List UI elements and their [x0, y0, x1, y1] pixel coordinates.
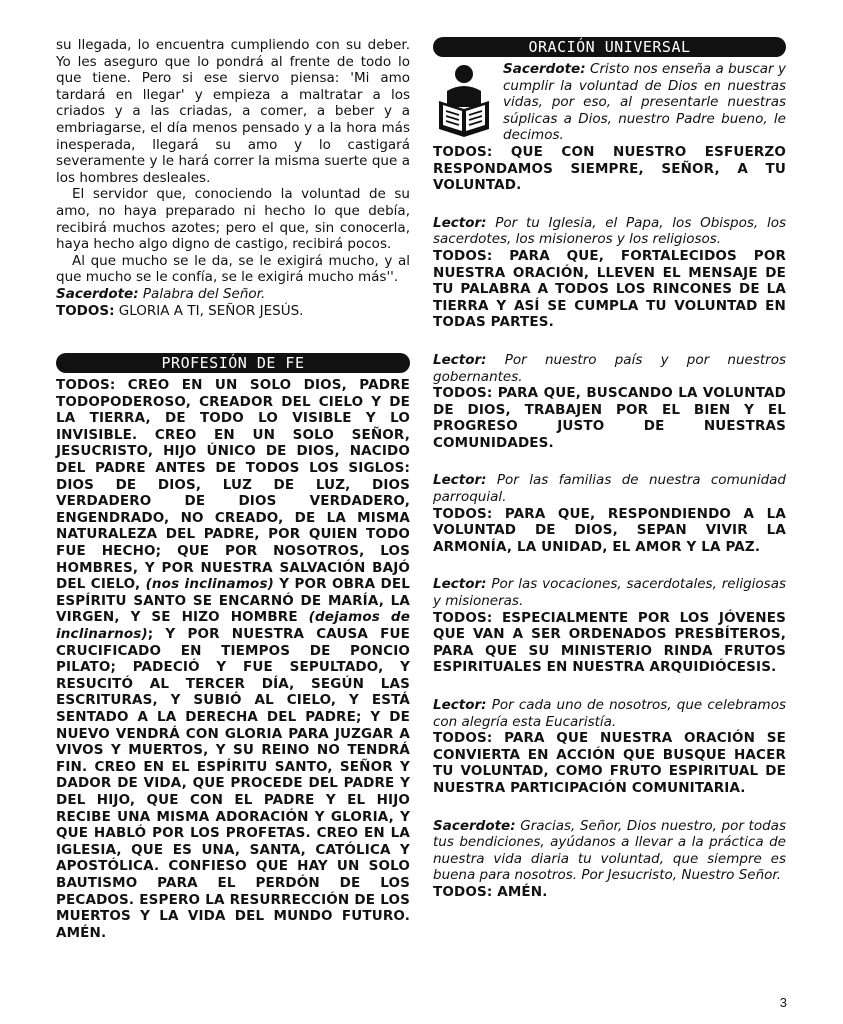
all-text: AMÉN. — [497, 883, 548, 900]
gospel-paragraph: Al que mucho se le da, se le exigirá mucho, y al que mucho se le confía, se le exigirá mucho más''. — [56, 252, 410, 286]
petition-reader — [433, 576, 786, 609]
priest-text: Gracias, Señor, Dios nuestro, por todas tus bendiciones, ayúdanos a llevar a la práctica de nuestra vida diaria tu voluntad, que siempre es buena para nosotros. Por Jesucristo, Nuestro Señor. — [433, 817, 786, 884]
reader-icon — [433, 61, 495, 141]
all-label: TODOS: — [433, 883, 493, 900]
petition-response — [433, 730, 786, 796]
reader-text: Por cada uno de nosotros, que celebramos con alegría esta Eucaristía. — [433, 697, 786, 730]
petition-reader — [433, 472, 786, 505]
prayer-section-title: ORACIÓN UNIVERSAL — [433, 37, 786, 57]
gospel-closing-priest — [56, 286, 410, 303]
all-text: PARA QUE, FORTALECIDOS POR NUESTRA ORACIÓN, LLEVEN EL MENSAJE DE TU PALABRA A TODOS LOS RINCONES DE LA TIERRA Y ASÍ SE CUMPLA TU VOLUNTAD EN TODAS PARTES. — [433, 247, 786, 331]
creed-label: TODOS: — [56, 377, 116, 394]
gospel-closing-all — [56, 303, 410, 320]
all-label: TODOS: — [433, 385, 493, 402]
reader-label: Lector: — [433, 472, 487, 489]
petition-reader — [433, 215, 786, 248]
reader-text: Por las familias de nuestra comunidad parroquial. — [433, 472, 786, 506]
reader-label: Lector: — [433, 576, 487, 593]
prayer-closing — [433, 818, 786, 884]
petition-reader — [433, 352, 786, 385]
all-label: TODOS: — [56, 302, 115, 319]
reader-label: Lector: — [433, 697, 487, 713]
reader-text: Por las vocaciones, sacerdotales, religiosas y misioneras. — [433, 576, 787, 610]
all-label: TODOS: — [433, 505, 493, 522]
reader-label: Lector: — [433, 351, 487, 368]
prayer-response — [433, 144, 786, 194]
priest-label: Sacerdote: — [503, 61, 586, 77]
left-column — [56, 37, 410, 941]
priest-text: Palabra del Señor. — [142, 285, 266, 302]
gospel-paragraph: El servidor que, conociendo la voluntad de su amo, no haya preparado ni hecho lo que debía, recibirá muchos azotes; pero el que, sin conocerla, haya hecho algo digno de castigo, recibirá pocos. — [56, 186, 410, 253]
gospel-paragraph: su llegada, lo encuentra cumpliendo con su deber. Yo les aseguro que lo pondrá al frente de todo lo que tiene. Pero si ese siervo piensa: 'Mi amo tardará en llegar' y empieza a maltratar a los criados y a las criadas, a comer, a beber y a embriagarse, el día menos pensado y a la hora más inesperada, llegará su amo y lo castigará severamente y le hará correr la misma suerte que a los hombres desleales. — [56, 37, 410, 186]
petition-response — [433, 610, 786, 676]
creed-text — [56, 377, 410, 941]
creed-text-part-3: ; Y POR NUESTRA CAUSA FUE CRUCIFICADO EN TIEMPOS DE PONCIO PILATO; PADECIÓ Y FUE SEPULTADO, Y RESUCITÓ AL TERCER DÍA, SEGÚN LAS ESCRITURAS, Y SUBIÓ AL CIELO, Y ESTÁ SENTADO A LA DERECHA DEL PADRE; Y DE NUEVO VENDRÁ CON GLORIA PARA JUZGAR A VIVOS Y MUERTOS, Y SU REINO NO TENDRÁ FIN. CREO EN EL ESPÍRITU SANTO, SEÑOR Y DADOR DE VIDA, QUE PROCEDE DEL PADRE Y DEL HIJO, QUE CON EL PADRE Y EL HIJO RECIBE UNA MISMA ADORACIÓN Y GLORIA, Y QUE HABLÓ POR LOS PROFETAS. CREO EN LA IGLESIA, QUE ES UNA, SANTA, CATÓLICA Y APOSTÓLICA. CONFIESO QUE HAY UN SOLO BAUTISMO PARA EL PERDÓN DE LOS PECADOS. ESPERO LA RESURRECCIÓN DE LOS MUERTOS Y LA VIDA DEL MUNDO FUTURO. AMÉN. — [56, 626, 410, 941]
prayer-amen — [433, 884, 786, 901]
creed-text-part-1: CREO EN UN SOLO DIOS, PADRE TODOPODEROSO, CREADOR DEL CIELO Y DE LA TIERRA, DE TODO LO VISIBLE Y LO INVISIBLE. CREO EN UN SOLO SEÑOR, JESUCRISTO, HIJO ÚNICO DE DIOS, NACIDO DEL PADRE ANTES DE TODOS LOS SIGLOS: DIOS DE DIOS, LUZ DE LUZ, DIOS VERDADERO DE DIOS VERDADERO, ENGENDRADO, NO CREADO, DE LA MISMA NATURALEZA DEL PADRE, POR QUIEN TODO FUE HECHO; QUE POR NOSOTROS, LOS HOMBRES, Y POR NUESTRA SALVACIÓN BAJÓ DEL CIELO, — [56, 377, 410, 593]
priest-label: Sacerdote: — [56, 285, 139, 302]
all-text: GLORIA A TI, SEÑOR JESÚS. — [118, 302, 304, 319]
all-label: TODOS: — [433, 730, 493, 747]
petition-response — [433, 506, 786, 556]
petition-response — [433, 385, 786, 451]
reader-label: Lector: — [433, 214, 487, 231]
petition-reader — [433, 697, 786, 730]
reader-text: Por tu Iglesia, el Papa, los Obispos, los sacerdotes, los misioneros y los religiosos. — [433, 214, 786, 248]
right-column — [433, 37, 786, 901]
all-label: TODOS: — [433, 247, 493, 264]
all-text: PARA QUE NUESTRA ORACIÓN SE CONVIERTA EN ACCIÓN QUE BUSQUE HACER TU VOLUNTAD, COMO FRUTO ESPIRITUAL DE NUESTRA PARTICIPACIÓN COMUNITARIA. — [433, 730, 786, 796]
priest-label: Sacerdote: — [433, 817, 516, 834]
priest-text: Cristo nos enseña a buscar y cumplir la voluntad de Dios en nuestras vidas, por eso, al presentarle nuestras súplicas a Dios, nuestro Padre bueno, le decimos. — [503, 61, 786, 144]
all-label: TODOS: — [433, 609, 493, 626]
reader-text: Por nuestro país y por nuestros gobernantes. — [433, 351, 786, 385]
all-text: PARA QUE, BUSCANDO LA VOLUNTAD DE DIOS, TRABAJEN POR EL BIEN Y EL PROGRESO JUSTO DE NUESTRAS COMUNIDADES. — [433, 385, 786, 451]
all-text: QUE CON NUESTRO ESFUERZO RESPONDAMOS SIEMPRE, SEÑOR, A TU VOLUNTAD. — [433, 143, 786, 194]
page-number: 3 — [779, 995, 787, 1010]
all-text: ESPECIALMENTE POR LOS JÓVENES QUE VAN A SER ORDENADOS PRESBÍTEROS, PARA QUE SU MINISTERIO RINDA FRUTOS ESPIRITUALES EN NUESTRA ARQUIDIÓCESIS. — [433, 609, 787, 676]
creed-note-bow: (nos inclinamos) — [145, 576, 274, 593]
creed-note-rise: (dejamos de inclinarnos) — [56, 609, 411, 642]
all-label: TODOS: — [433, 143, 493, 160]
all-text: PARA QUE, RESPONDIENDO A LA VOLUNTAD DE DIOS, SEPAN VIVIR LA ARMONÍA, LA UNIDAD, EL AMOR Y LA PAZ. — [433, 505, 786, 555]
creed-text-part-2: Y POR OBRA DEL ESPÍRITU SANTO SE ENCARNÓ DE MARÍA, LA VIRGEN, Y SE HIZO HOMBRE — [56, 576, 410, 626]
creed-section-title: PROFESIÓN DE FE — [56, 353, 410, 373]
petition-response — [433, 248, 786, 331]
